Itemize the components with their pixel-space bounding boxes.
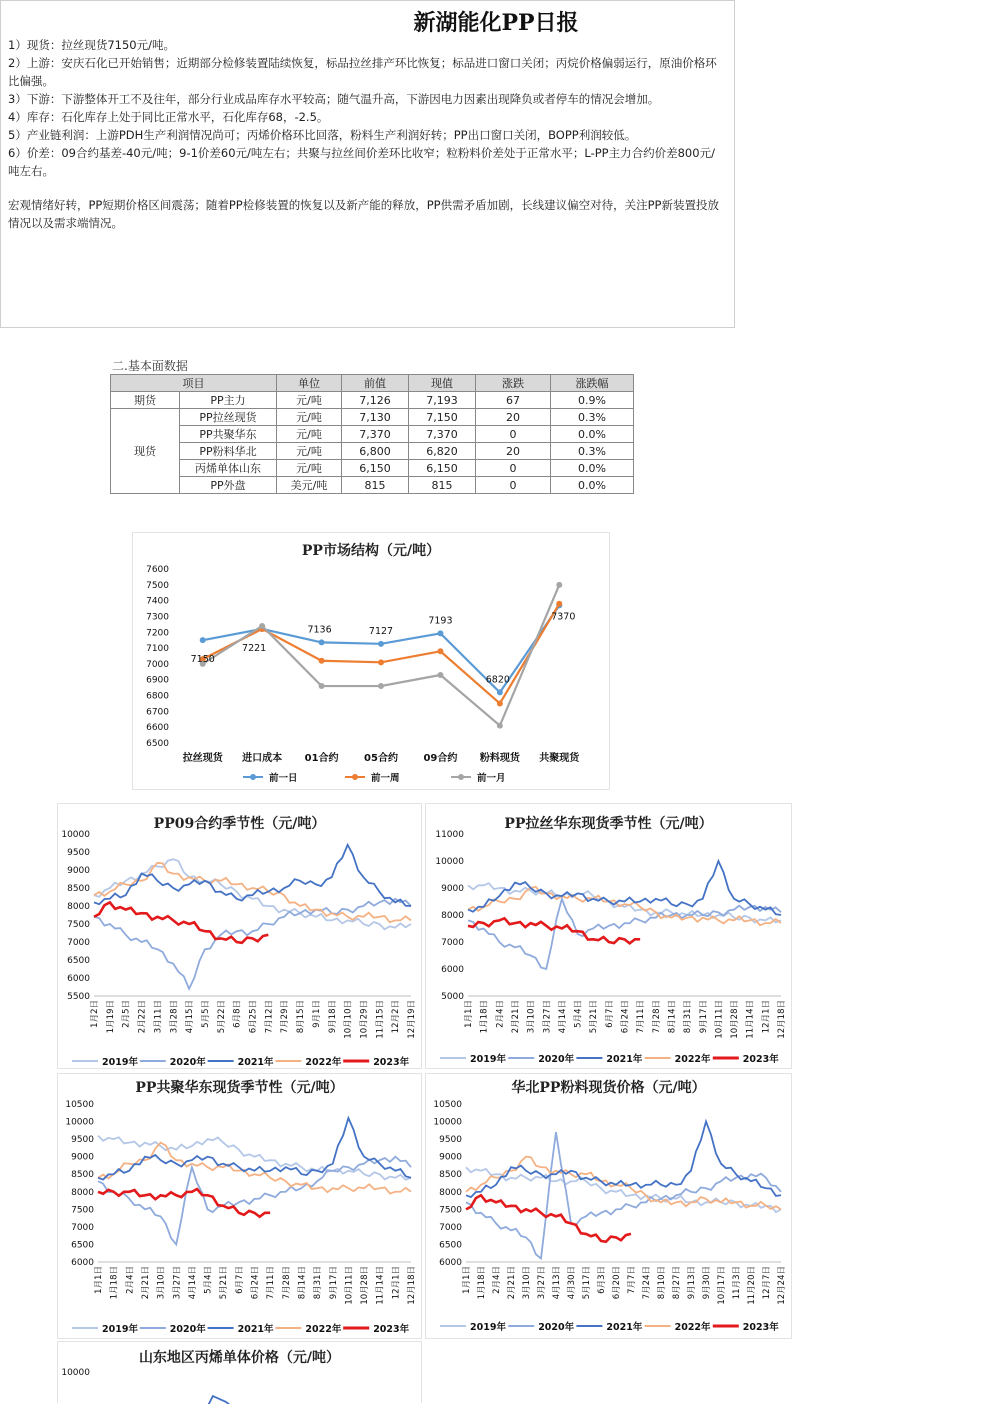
cell-chg: 0 (476, 460, 551, 477)
data-label: 7221 (242, 642, 267, 654)
x-tick-label: 8月10日 (657, 1266, 667, 1300)
x-tick-label: 7月28日 (281, 1266, 292, 1300)
series-point-1 (556, 601, 562, 607)
data-label: 7193 (428, 615, 453, 627)
y-tick-label: 7000 (441, 938, 464, 948)
cell-prev: 7,370 (342, 426, 409, 443)
y-tick-label: 6800 (146, 691, 169, 702)
header-item: 项目 (111, 375, 277, 392)
y-tick-label: 10000 (61, 830, 90, 840)
series-point-2 (378, 683, 384, 689)
x-tick-label: 5月17日 (582, 1266, 592, 1300)
x-tick-label: 4月14日 (187, 1266, 198, 1300)
y-tick-label: 9500 (71, 1135, 94, 1146)
y-tick-label: 7000 (439, 1222, 462, 1233)
y-tick-label: 5000 (441, 992, 464, 1002)
legend-marker (458, 774, 464, 780)
x-tick-label: 1月18日 (109, 1266, 120, 1300)
y-tick-label: 9500 (67, 848, 90, 858)
table-row (111, 477, 634, 494)
cell-chg: 0 (476, 426, 551, 443)
legend-marker (250, 774, 256, 780)
cell-chg: 20 (476, 409, 551, 426)
x-tick-label: 10月28日 (360, 1266, 371, 1305)
series-point-0 (319, 639, 325, 645)
legend-label: 2019年 (470, 1322, 506, 1333)
report-line: 5）产业链利润：上游PDH生产利润情况尚可；丙烯价格环比回落，粉料生产利润好转；PP出口窗口关闭，BOPP利润较低。 (8, 128, 637, 142)
x-tick-label: 12月19日 (407, 1000, 417, 1039)
chart-title: PP拉丝华东现货季节性（元/吨） (504, 816, 713, 832)
cell-item: PP主力 (180, 392, 277, 409)
cell-chg: 0 (476, 477, 551, 494)
x-tick-label: 5月5日 (200, 1000, 211, 1028)
chart-market-structure (132, 532, 610, 790)
data-label: 7150 (190, 654, 215, 666)
legend-label: 2020年 (538, 1054, 575, 1065)
cell-item: 丙烯单体山东 (180, 460, 277, 477)
data-label: 7370 (551, 611, 576, 623)
x-tick-label: 6月24日 (620, 1000, 631, 1034)
cell-unit: 元/吨 (277, 443, 342, 460)
legend-label: 2022年 (305, 1057, 342, 1068)
y-tick-label: 11000 (435, 830, 464, 840)
legend-marker (352, 774, 358, 780)
cell-prev: 815 (342, 477, 409, 494)
x-tick-label: 4月30日 (567, 1266, 577, 1300)
y-tick-label: 7500 (67, 920, 90, 930)
chart-raffia-seasonal (425, 803, 792, 1069)
legend-label: 2023年 (742, 1322, 779, 1333)
x-category-label: 粉料现货 (479, 753, 520, 764)
cell-unit: 美元/吨 (277, 477, 342, 494)
cell-item: PP拉丝现货 (180, 409, 277, 426)
legend-label: 前一周 (371, 773, 400, 784)
copolymer-seasonal-svg (58, 1074, 421, 1338)
cell-unit: 元/吨 (277, 409, 342, 426)
series-point-1 (319, 658, 325, 664)
header-curr: 现值 (409, 375, 476, 392)
y-tick-label: 7100 (146, 644, 169, 655)
x-tick-label: 3月28日 (169, 1000, 180, 1034)
x-tick-label: 9月13日 (687, 1266, 697, 1300)
x-tick-label: 7月29日 (280, 1000, 291, 1034)
chart-propylene-price (57, 1341, 422, 1403)
x-tick-label: 7月11日 (266, 1266, 277, 1300)
legend-label: 2021年 (606, 1322, 643, 1333)
series-point-0 (437, 630, 443, 636)
x-tick-label: 10月29日 (359, 1000, 370, 1039)
x-tick-label: 5月4日 (573, 1000, 584, 1028)
series-point-1 (437, 648, 443, 654)
cell-pct: 0.3% (551, 409, 634, 426)
x-tick-label: 7月12日 (264, 1000, 275, 1034)
x-tick-label: 12月18日 (407, 1266, 417, 1305)
chart-pp09-seasonal (57, 803, 422, 1069)
x-tick-label: 4月15日 (185, 1000, 196, 1034)
x-tick-label: 2月4日 (495, 1000, 506, 1028)
legend-label: 前一日 (269, 773, 298, 784)
x-tick-label: 2月21日 (507, 1266, 517, 1300)
cell-curr: 7,193 (409, 392, 476, 409)
y-tick-label: 8000 (71, 1187, 94, 1198)
y-tick-label: 7500 (71, 1205, 94, 1216)
table-row (111, 426, 634, 443)
x-tick-label: 8月14日 (297, 1266, 308, 1300)
x-tick-label: 1月1日 (94, 1266, 104, 1294)
x-tick-label: 5月21日 (219, 1266, 230, 1300)
y-tick-label: 6500 (71, 1240, 94, 1251)
x-tick-label: 1月18日 (477, 1266, 487, 1300)
cell-pct: 0.3% (551, 443, 634, 460)
y-tick-label: 10500 (433, 1100, 462, 1110)
cell-curr: 7,150 (409, 409, 476, 426)
x-tick-label: 10月11日 (714, 1000, 725, 1039)
x-tick-label: 12月1日 (761, 1000, 772, 1034)
market-structure-svg (133, 533, 609, 789)
x-tick-label: 4月14日 (557, 1000, 568, 1034)
series-line-2019年 (468, 883, 781, 922)
cell-item: PP外盘 (180, 477, 277, 494)
x-tick-label: 10月11日 (344, 1266, 355, 1305)
cell-pct: 0.0% (551, 426, 634, 443)
legend-label: 2019年 (102, 1057, 138, 1068)
x-tick-label: 12月24日 (777, 1266, 787, 1305)
y-tick-label: 9000 (439, 1152, 462, 1163)
x-tick-label: 1月18日 (479, 1000, 490, 1034)
x-category-label: 进口成本 (242, 753, 283, 764)
fundamentals-table (110, 374, 634, 494)
legend-label: 2022年 (674, 1054, 711, 1065)
x-tick-label: 6月24日 (250, 1266, 261, 1300)
y-tick-label: 7200 (146, 628, 169, 639)
x-tick-label: 8月15日 (296, 1000, 307, 1034)
cell-curr: 6,150 (409, 460, 476, 477)
x-tick-label: 5月22日 (216, 1000, 227, 1034)
cell-prev: 7,126 (342, 392, 409, 409)
table-row (111, 409, 634, 426)
x-tick-label: 9月17日 (698, 1000, 709, 1034)
section-label: 二.基本面数据 (112, 359, 188, 373)
y-tick-label: 10000 (65, 1117, 94, 1128)
y-tick-label: 10000 (61, 1368, 90, 1378)
x-tick-label: 7月28日 (651, 1000, 662, 1034)
cell-item: PP共聚华东 (180, 426, 277, 443)
series-point-2 (259, 623, 265, 629)
cell-prev: 7,130 (342, 409, 409, 426)
cell-prev: 6,800 (342, 443, 409, 460)
x-tick-label: 6月8日 (232, 1000, 243, 1028)
legend-label: 2020年 (169, 1057, 206, 1068)
cell-item: PP粉料华北 (180, 443, 277, 460)
x-tick-label: 11月20日 (747, 1266, 757, 1305)
header-pct: 涨跌幅 (551, 375, 634, 392)
cell-pct: 0.0% (551, 477, 634, 494)
report-line: 4）库存：石化库存上处于同比正常水平，石化库存68，-2.5。 (8, 110, 329, 124)
x-tick-label: 11月14日 (375, 1266, 386, 1305)
x-tick-label: 2月21日 (510, 1000, 521, 1034)
x-tick-label: 3月11日 (153, 1000, 164, 1034)
legend-label: 2022年 (674, 1322, 711, 1333)
x-tick-label: 9月30日 (702, 1266, 712, 1300)
x-tick-label: 3月10日 (156, 1266, 167, 1300)
y-tick-label: 6900 (146, 675, 169, 686)
y-tick-label: 6700 (146, 707, 169, 718)
x-tick-label: 1月1日 (462, 1266, 472, 1294)
x-tick-label: 7月7日 (627, 1266, 637, 1294)
series-point-1 (378, 659, 384, 665)
x-tick-label: 6月25日 (248, 1000, 259, 1034)
chart-title: PP共聚华东现货季节性（元/吨） (135, 1080, 344, 1096)
y-tick-label: 7500 (146, 580, 169, 591)
x-category-label: 拉丝现货 (182, 753, 223, 764)
x-tick-label: 8月14日 (667, 1000, 678, 1034)
table-header-row (111, 375, 634, 392)
y-tick-label: 7000 (67, 938, 90, 948)
x-tick-label: 8月31日 (683, 1000, 694, 1034)
legend-label: 2021年 (237, 1324, 274, 1335)
x-tick-label: 11月3日 (732, 1266, 742, 1300)
series-line-2022年 (98, 1143, 411, 1194)
raffia-seasonal-svg (426, 804, 791, 1068)
x-tick-label: 3月10日 (522, 1266, 532, 1300)
y-tick-label: 9000 (71, 1152, 94, 1163)
x-tick-label: 9月17日 (328, 1266, 339, 1300)
y-tick-label: 6000 (67, 974, 90, 984)
cell-chg: 20 (476, 443, 551, 460)
x-tick-label: 2月21日 (140, 1266, 151, 1300)
header-chg: 涨跌 (476, 375, 551, 392)
x-tick-label: 9月1日 (311, 1000, 322, 1028)
cell-curr: 7,370 (409, 426, 476, 443)
x-tick-label: 2月4日 (125, 1266, 136, 1294)
report-summary: 宏观情绪好转，PP短期价格区间震荡；随着PP检修装置的恢复以及新产能的释放，PP供需矛盾加剧，长线建议偏空对待，关注PP新装置投放情况以及需求端情况。 (8, 198, 719, 230)
group-futures: 期货 (111, 392, 180, 409)
x-tick-label: 12月2日 (391, 1000, 402, 1034)
x-tick-label: 10月28日 (730, 1000, 741, 1039)
y-tick-label: 7000 (146, 659, 169, 670)
legend-label: 2021年 (606, 1054, 643, 1065)
series-point-1 (497, 700, 503, 706)
data-label: 6820 (485, 674, 510, 686)
x-tick-label: 5月4日 (203, 1266, 214, 1294)
x-tick-label: 11月15日 (375, 1000, 386, 1039)
y-tick-label: 8000 (439, 1187, 462, 1198)
y-tick-label: 8000 (67, 902, 90, 912)
cell-curr: 6,820 (409, 443, 476, 460)
y-tick-label: 10000 (433, 1117, 462, 1128)
x-tick-label: 3月10日 (526, 1000, 537, 1034)
series-line-2021年 (94, 845, 411, 906)
x-tick-label: 1月1日 (464, 1000, 474, 1028)
x-tick-label: 6月7日 (234, 1266, 245, 1294)
y-tick-label: 7300 (146, 612, 169, 623)
x-tick-label: 12月1日 (391, 1266, 402, 1300)
y-tick-label: 8500 (67, 884, 90, 894)
x-tick-label: 2月22日 (137, 1000, 148, 1034)
y-tick-label: 6500 (439, 1240, 462, 1251)
x-tick-label: 7月24日 (642, 1266, 652, 1300)
series-line-2023年 (466, 1195, 631, 1241)
series-line-2020年 (466, 1132, 781, 1258)
cell-chg: 67 (476, 392, 551, 409)
x-tick-label: 8月27日 (672, 1266, 682, 1300)
series-line-2021年 (98, 1118, 411, 1179)
series-point-0 (378, 641, 384, 647)
series-point-2 (437, 672, 443, 678)
x-tick-label: 1月19日 (105, 1000, 116, 1034)
report-line: 1）现货：拉丝现货7150元/吨。 (8, 38, 175, 52)
x-tick-label: 3月27日 (542, 1000, 553, 1034)
legend-label: 2020年 (169, 1324, 206, 1335)
table-row (111, 460, 634, 477)
series-line-2021年 (466, 1122, 781, 1198)
chart-copolymer-seasonal (57, 1073, 422, 1339)
x-tick-label: 3月27日 (172, 1266, 183, 1300)
x-category-label: 05合约 (364, 753, 398, 764)
x-tick-label: 6月3日 (597, 1266, 607, 1294)
x-tick-label: 6月7日 (604, 1000, 615, 1028)
chart-powder-price (425, 1073, 792, 1339)
chart-title: PP09合约季节性（元/吨） (153, 816, 326, 832)
x-tick-label: 6月20日 (612, 1266, 622, 1300)
legend-label: 2023年 (373, 1324, 410, 1335)
legend-label: 2023年 (373, 1057, 410, 1068)
report-line: 2）上游：安庆石化已开始销售；近期部分检修装置陆续恢复，标品拉丝排产环比恢复；标品进口窗口关闭；丙烷价格偏弱运行，原油价格环比偏强。 (8, 56, 717, 88)
series-point-0 (200, 637, 206, 643)
legend-label: 2021年 (237, 1057, 274, 1068)
y-tick-label: 6500 (67, 956, 90, 966)
report-box (0, 0, 735, 328)
header-prev: 前值 (342, 375, 409, 392)
x-tick-label: 11月14日 (745, 1000, 756, 1039)
y-tick-label: 10000 (435, 857, 464, 867)
x-tick-label: 2月5日 (121, 1000, 132, 1028)
chart-title: PP市场结构（元/吨） (301, 543, 441, 559)
series-point-2 (497, 723, 503, 729)
series-point-0 (497, 689, 503, 695)
y-tick-label: 6000 (71, 1258, 94, 1268)
y-tick-label: 7500 (439, 1205, 462, 1216)
pp09-seasonal-svg (58, 804, 421, 1068)
x-tick-label: 1月2日 (90, 1000, 100, 1028)
x-tick-label: 3月27日 (537, 1266, 547, 1300)
cell-prev: 6,150 (342, 460, 409, 477)
chart-title: 山东地区丙烯单体价格（元/吨） (138, 1350, 341, 1366)
report-line: 6）价差：09合约基差-40元/吨；9-1价差60元/吨左右；共聚与拉丝间价差环比收窄；粒粉料价差处于正常水平；L-PP主力合约价差800元/吨左右。 (8, 146, 715, 178)
data-label: 7136 (307, 624, 332, 636)
series-line-2020年 (468, 899, 781, 969)
x-tick-label: 7月11日 (636, 1000, 647, 1034)
x-tick-label: 12月7日 (762, 1266, 772, 1300)
header-unit: 单位 (277, 375, 342, 392)
x-tick-label: 9月18日 (327, 1000, 338, 1034)
y-tick-label: 8000 (441, 911, 464, 921)
y-tick-label: 6000 (441, 965, 464, 975)
cell-pct: 0.9% (551, 392, 634, 409)
y-tick-label: 8500 (71, 1170, 94, 1181)
legend-label: 前一月 (477, 773, 506, 784)
chart-title: 华北PP粉料现货价格（元/吨） (511, 1080, 706, 1096)
series-point-2 (319, 683, 325, 689)
y-tick-label: 9000 (441, 884, 464, 894)
cell-pct: 0.0% (551, 460, 634, 477)
y-tick-label: 5500 (67, 992, 90, 1002)
table-row (111, 392, 634, 409)
powder-price-svg (426, 1074, 791, 1338)
report-lines (8, 36, 726, 232)
x-category-label: 09合约 (423, 753, 458, 764)
y-tick-label: 7000 (71, 1222, 94, 1233)
x-tick-label: 10月10日 (343, 1000, 354, 1039)
x-tick-label: 12月18日 (777, 1000, 787, 1039)
legend-label: 2022年 (305, 1324, 342, 1335)
y-tick-label: 6600 (146, 723, 169, 734)
y-tick-label: 7400 (146, 596, 169, 607)
y-tick-label: 9000 (67, 866, 90, 876)
report-title: 新湖能化PP日报 (413, 10, 579, 36)
cell-curr: 815 (409, 477, 476, 494)
cell-unit: 元/吨 (277, 426, 342, 443)
x-tick-label: 5月21日 (589, 1000, 600, 1034)
legend-label: 2019年 (102, 1324, 138, 1335)
y-tick-label: 7600 (146, 565, 169, 575)
x-tick-label: 10月17日 (717, 1266, 727, 1305)
report-line: 3）下游：下游整体开工不及往年，部分行业成品库存水平较高；随气温升高，下游因电力因素出现降负或者停车的情况会增加。 (8, 92, 660, 106)
data-label: 7127 (368, 625, 394, 637)
x-tick-label: 2月4日 (492, 1266, 502, 1294)
series-point-2 (556, 582, 562, 588)
cell-unit: 元/吨 (277, 392, 342, 409)
x-category-label: 01合约 (304, 753, 339, 764)
legend-label: 2023年 (742, 1054, 779, 1065)
x-tick-label: 8月31日 (313, 1266, 324, 1300)
y-tick-label: 6500 (146, 739, 169, 749)
x-category-label: 共聚现货 (539, 753, 580, 764)
group-spot: 现货 (111, 409, 180, 494)
y-tick-label: 6000 (439, 1258, 462, 1268)
y-tick-label: 8500 (439, 1170, 462, 1181)
cell-unit: 元/吨 (277, 460, 342, 477)
x-tick-label: 4月13日 (552, 1266, 562, 1300)
series-line-2023年 (94, 902, 268, 942)
propylene-price-svg (58, 1342, 421, 1404)
y-tick-label: 10500 (65, 1100, 94, 1110)
legend-label: 2020年 (538, 1322, 575, 1333)
series-line-2 (203, 585, 560, 726)
legend-label: 2019年 (470, 1054, 506, 1065)
table-row (111, 443, 634, 460)
y-tick-label: 9500 (439, 1135, 462, 1146)
